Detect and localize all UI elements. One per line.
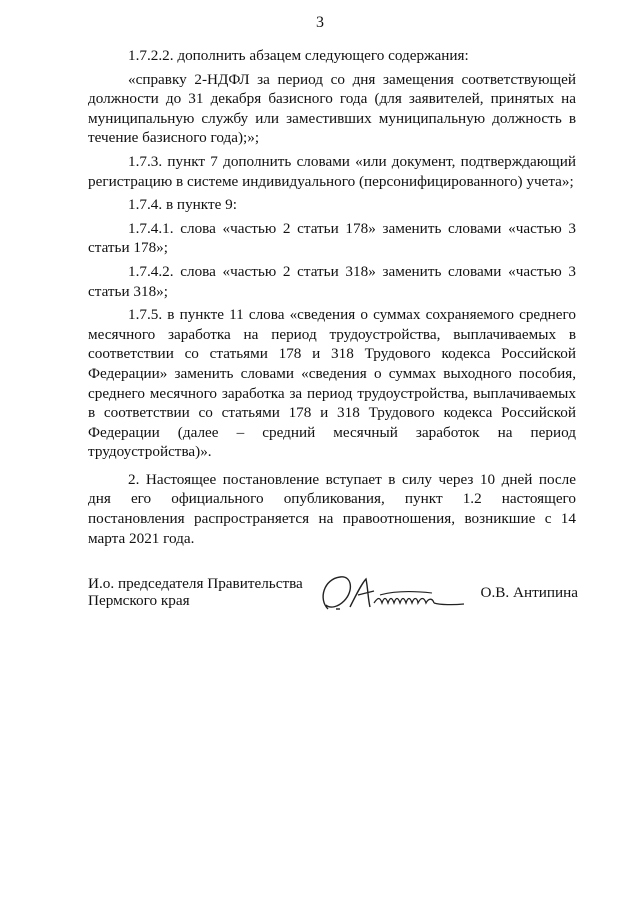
paragraph-quote-2ndfl: «справку 2-НДФЛ за период со дня замещения соответствующей должности до 31 декабря базисного года (для заявителей, принятых на муниципальную службу или заместивших муниципальную должность в течение базисного года);»;	[88, 70, 576, 147]
document-body	[88, 46, 576, 552]
paragraph-1-7-4-1: 1.7.4.1. слова «частью 2 статьи 178» заменить словами «частью 3 статьи 178»;	[88, 219, 576, 257]
paragraph-1-7-2-2: 1.7.2.2. дополнить абзацем следующего содержания:	[128, 47, 469, 64]
signatory-title-line-2: Пермского края	[88, 592, 190, 609]
paragraph-1-7-4: 1.7.4. в пункте 9:	[128, 196, 237, 214]
paragraph-1-7-5: 1.7.5. в пункте 11 слова «сведения о суммах сохраняемого среднего месячного заработка на период трудоустройства, выплачиваемых в соответствии со статьями 178 и 318 Трудового кодекса Российской Федерации» заменить словами «сведения о суммах выходного пособия, среднего месячного заработка за период трудоустройства, выплачиваемых в соответствии со статьями 178 и 318 Трудового кодекса Российской Федерации (далее – средний месячный заработок на период трудоустройства)».	[88, 306, 576, 461]
signature-block	[88, 575, 578, 615]
signatory-title-line-1: И.о. председателя Правительства	[88, 575, 303, 592]
signatory-name: О.В. Антипина	[480, 584, 578, 601]
paragraph-1-7-4-2: 1.7.4.2. слова «частью 2 статьи 318» заменить словами «частью 3 статьи 318»;	[88, 262, 576, 300]
page-number: 3	[316, 14, 324, 31]
paragraph-1-7-3: 1.7.3. пункт 7 дополнить словами «или документ, подтверждающий регистрацию в системе индивидуального (персонифицированного) учета»;	[88, 152, 576, 190]
handwritten-signature	[314, 569, 484, 615]
paragraph-2: 2. Настоящее постановление вступает в силу через 10 дней после дня его официального опубликования, пункт 1.2 настоящего постановления распространяется на правоотношения, возникшие с 14 марта 2021 года.	[88, 470, 576, 547]
signatory-title	[88, 575, 303, 609]
